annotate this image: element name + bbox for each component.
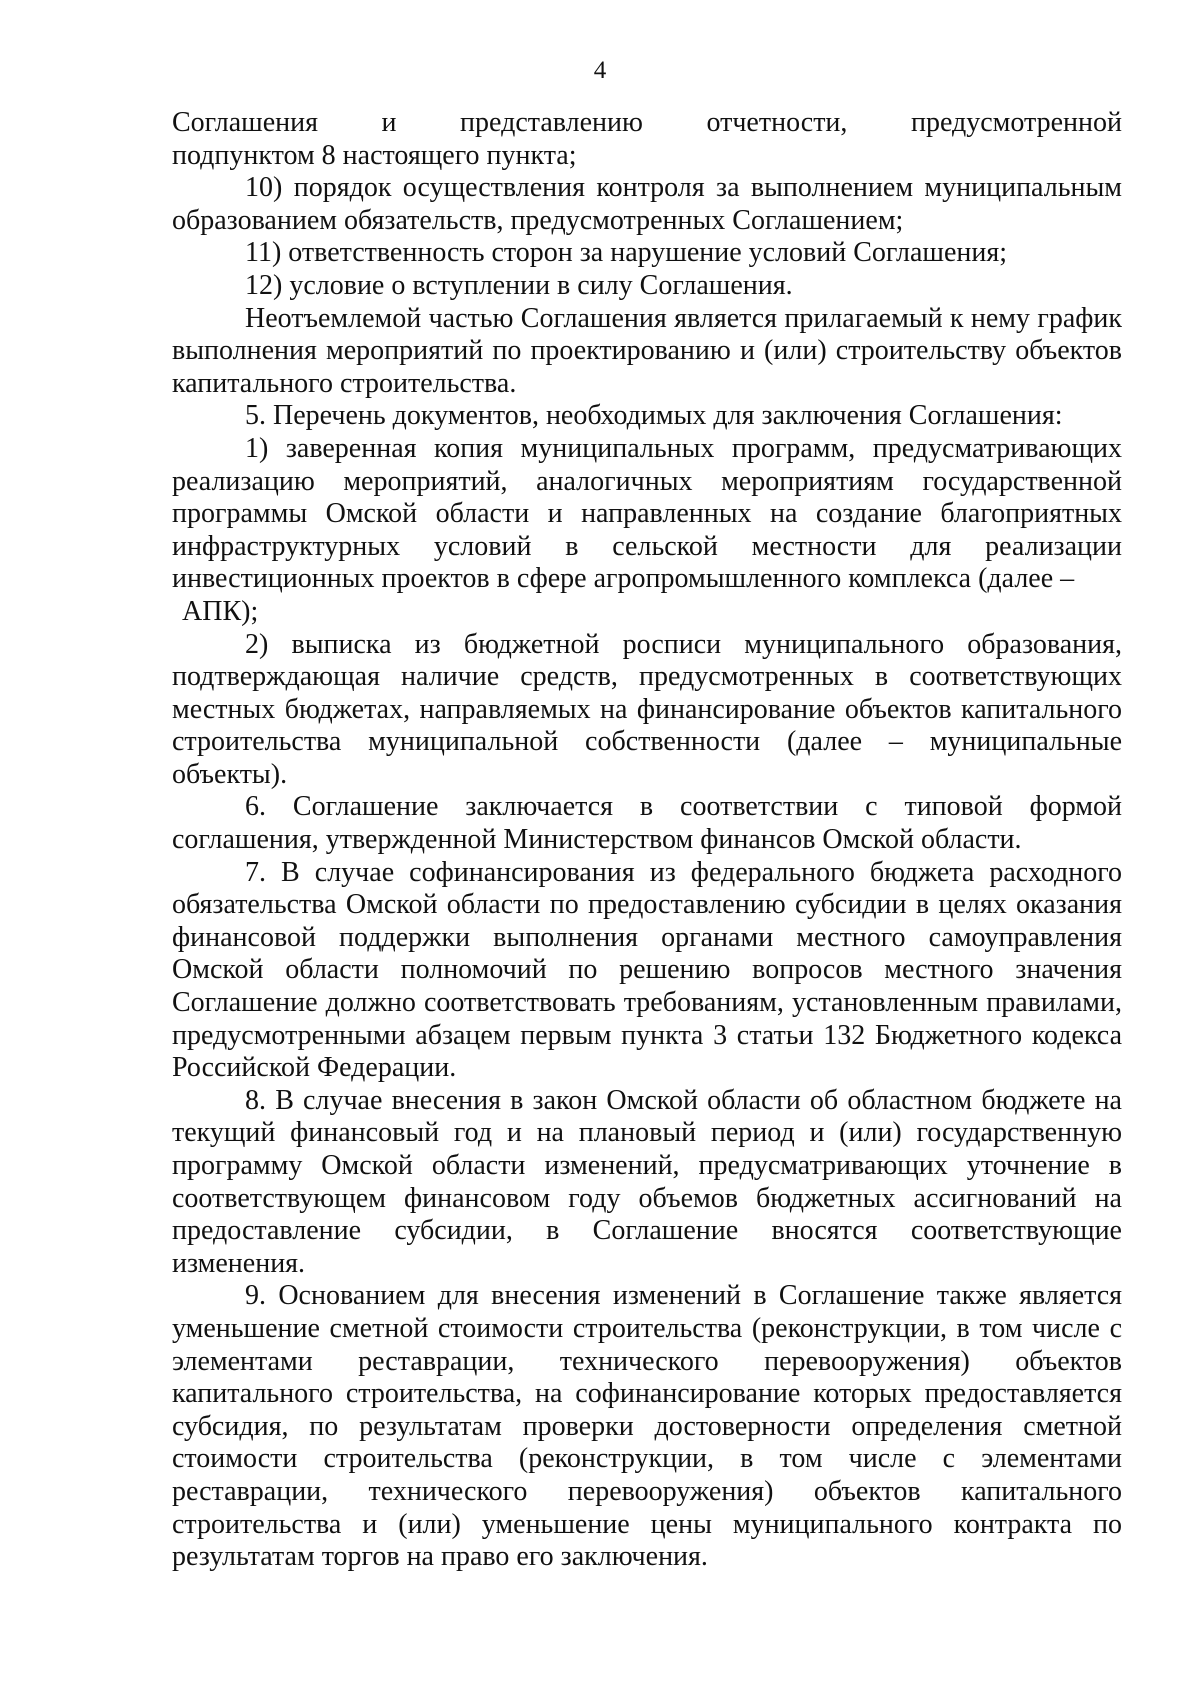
- continuation-line-2: подпунктом 8 настоящего пункта;: [172, 139, 577, 171]
- section-5-item-1-text: 1) заверенная копия муниципальных программ, предусматривающих реализацию мероприятий, аналогичных мероприятиям государственной программы Омской области и направленных на создание благоприятных инфраструктурных условий в сельской местности для реализации инвестиционных проектов в сфере агропромышленного комплекса (далее –: [172, 432, 1122, 595]
- section-5-item-1: [172, 433, 1122, 596]
- continuation-line-1: Соглашения и представлению отчетности, предусмотренной: [172, 107, 1122, 138]
- paragraph-continuation: [172, 107, 1122, 172]
- section-9: 9. Основанием для внесения изменений в Соглашение также является уменьшение сметной стоимости строительства (реконструкции, в том числе с элементами реставрации, технического перевооружения) объектов капитального строительства, на софинансирование которых предоставляется субсидия, по результатам проверки достоверности определения сметной стоимости строительства (реконструкции, в том числе с элементами реставрации, технического перевооружения) объектов капитального строительства и (или) уменьшение цены муниципального контракта по результатам торгов на право его заключения.: [172, 1280, 1122, 1573]
- paragraph-integral-part: Неотъемлемой частью Соглашения является прилагаемый к нему график выполнения мероприятий по проектированию и (или) строительству объектов капитального строительства.: [172, 302, 1122, 399]
- section-7: 7. В случае софинансирования из федерального бюджета расходного обязательства Омской области по предоставлению субсидии в целях оказания финансовой поддержки выполнения органами местного самоуправления Омской области полномочий по решению вопросов местного значения Соглашение должно соответствовать требованиям, установленным правилами, предусмотренными абзацем первым пункта 3 статьи 132 Бюджетного кодекса Российской Федерации.: [172, 856, 1122, 1084]
- section-5-item-1-tail: [172, 596, 1122, 629]
- section-8: 8. В случае внесения в закон Омской области об областном бюджете на текущий финансовый год и на плановый период и (или) государственную программу Омской области изменений, предусматривающих уточнение в соответствующем финансовом году объемов бюджетных ассигнований на предоставление субсидии, в Соглашение вносятся соответствующие изменения.: [172, 1084, 1122, 1279]
- document-body: [172, 107, 1122, 1574]
- section-6: 6. Соглашение заключается в соответствии с типовой формой соглашения, утвержденной Министерством финансов Омской области.: [172, 791, 1122, 856]
- page-number: 4: [593, 57, 607, 84]
- subitem-10: 10) порядок осуществления контроля за выполнением муниципальным образованием обязательств, предусмотренных Соглашением;: [172, 172, 1122, 236]
- subitem-12: 12) условие о вступлении в силу Соглашения.: [245, 269, 793, 301]
- subitem-11: 11) ответственность сторон за нарушение условий Соглашения;: [245, 237, 1008, 269]
- section-5-heading: 5. Перечень документов, необходимых для заключения Соглашения:: [245, 400, 1063, 432]
- section-5-item-2: 2) выписка из бюджетной росписи муниципального образования, подтверждающая наличие средств, предусмотренных в соответствующих местных бюджетах, направляемых на финансирование объектов капитального строительства муниципальной собственности (далее – муниципальные объекты).: [172, 628, 1122, 790]
- section-5-item-1-tail-text: АПК);: [182, 595, 259, 627]
